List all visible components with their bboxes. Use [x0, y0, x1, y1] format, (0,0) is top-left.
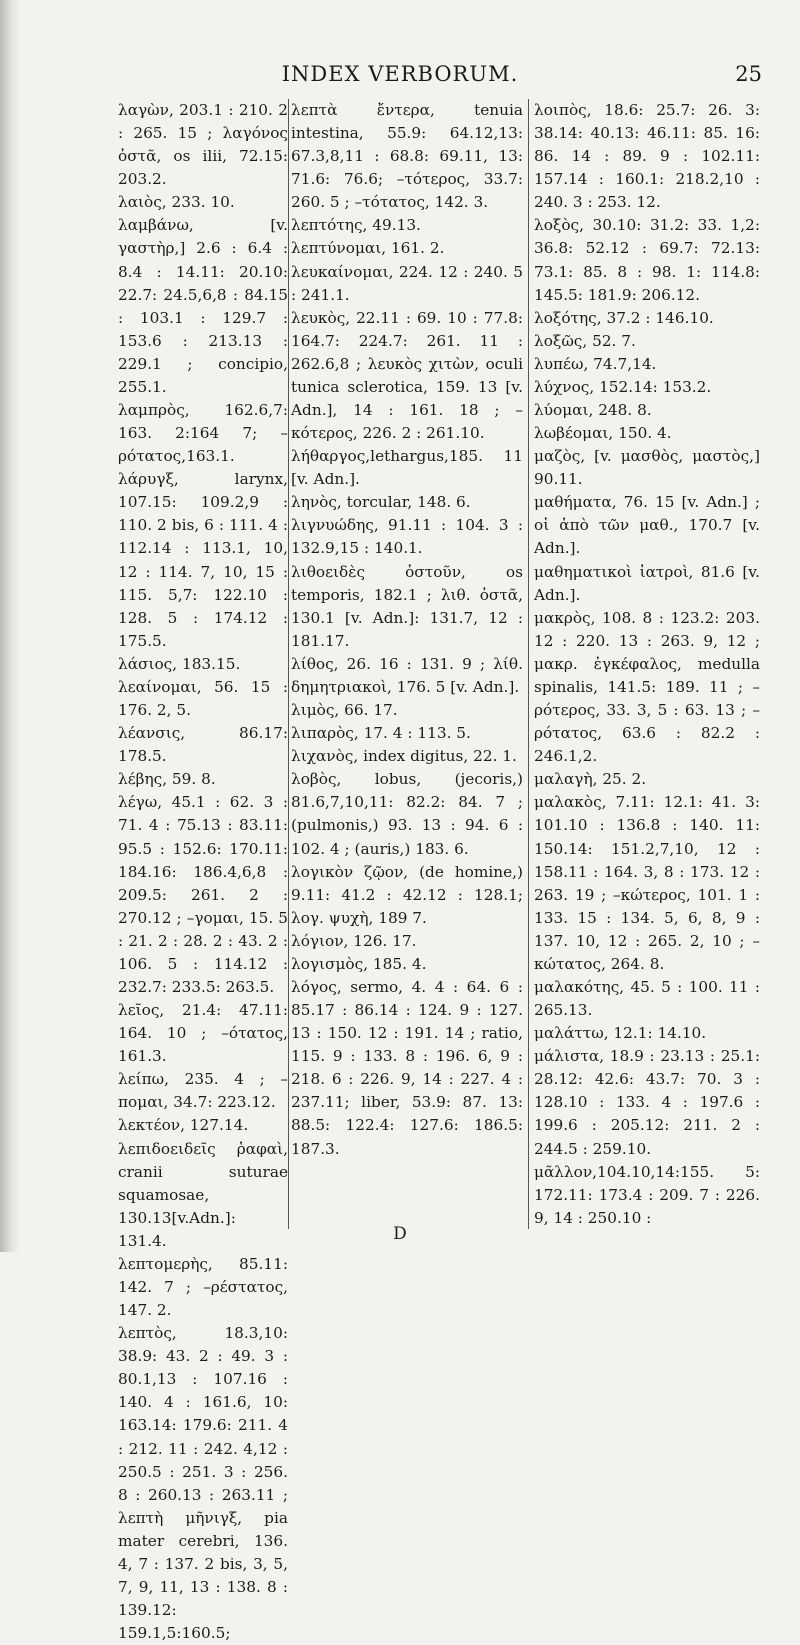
index-entry: λείπω, 235. 4 ; –πομαι, 34.7: 223.12. — [118, 1070, 288, 1112]
index-entry: λιχανὸς, index digitus, 22. 1. — [291, 747, 517, 766]
index-entry: λεπτὸς, 18.3,10: 38.9: 43. 2 : 49. 3 : 80.1,13 : 107.16 : 140. 4 : 161.6, 10: 163.14: 179.6: 211. 4 : 212. 11 : 242. 4,12 : 250.5 : 251. 3 : 256. 8 : 260.13 : 263.11 ; λεπτὴ μῆνιγξ, pia mater cerebri, 136. 4, 7 : 137. 2 bis, 3, 5, 7, 9, 11, 13 : 138. 8 : 139.12: 159.1,5:160.5; — [118, 1324, 288, 1643]
index-entry: μαθηματικοὶ ἰατροὶ, 81.6 [v. Adn.]. — [534, 562, 760, 604]
index-entry: λοβὸς, lobus, (jecoris,) 81.6,7,10,11: 82.2: 84. 7 ; (pulmonis,) 93. 13 : 94. 6 : 102. 4 ; (auris,) 183. 6. — [291, 770, 523, 858]
index-entry: λόγιον, 126. 17. — [291, 931, 417, 950]
index-entry: λεκτέον, 127.14. — [118, 1116, 249, 1135]
index-entry: λύομαι, 248. 8. — [534, 401, 652, 420]
index-entry: λοξῶς, 52. 7. — [534, 331, 636, 350]
index-entry: λάρυγξ, larynx, 107.15: 109.2,9 : 110. 2 bis, 6 : 111. 4 : 112.14 : 113.1, 10, 12 : 114. 7, 10, 15 : 115. 5,7: 122.10 : 128. 5 : 174.12 : 175.5. — [118, 470, 288, 650]
index-entry: λίθος, 26. 16 : 131. 9 ; λίθ. δημητριακοὶ, 176. 5 [v. Adn.]. — [291, 654, 523, 696]
index-entry: λιγνυώδης, 91.11 : 104. 3 : 132.9,15 : 140.1. — [291, 516, 523, 558]
index-entry: λεαίνομαι, 56. 15 : 176. 2, 5. — [118, 677, 288, 720]
index-entry: λαμπρὸς, 162.6,7: 163. 2:164 7; –ρότατος,163.1. — [118, 401, 288, 466]
index-entry: λοιπὸς, 18.6: 25.7: 26. 3: 38.14: 40.13: 46.11: 85. 16: 86. 14 : 89. 9 : 102.11: 157.14 : 160.1: 218.2,10 : 240. 3 : 253. 12. — [534, 101, 760, 212]
index-entry: μᾶλλον,104.10,14:155. 5: 172.11: 173.4 : 209. 7 : 226. 9, 14 : 250.10 : — [534, 1162, 760, 1227]
index-entry: λύχνος, 152.14: 153.2. — [534, 377, 712, 396]
index-entry: μαλακότης, 45. 5 : 100. 11 : 265.13. — [534, 977, 760, 1020]
index-entry: λαιὸς, 233. 10. — [118, 193, 235, 212]
index-entry: λόγος, sermo, 4. 4 : 64. 6 : 85.17 : 86.14 : 124. 9 : 127. 13 : 150. 12 : 191. 14 ; ratio, 115. 9 : 133. 8 : 196. 6, 9 : 218. 6 : 226. 9, 14 : 227. 4 : 237.11; liber, 53.9: 87. 13: 88.5: 122.4: 127.6: 186.5: 187.3. — [291, 977, 523, 1158]
signature-mark: D — [393, 1224, 407, 1244]
index-entry: μάλιστα, 18.9 : 23.13 : 25.1: 28.12: 42.6: 43.7: 70. 3 : 128.10 : 133. 4 : 197.6 : 199.6 : 205.12: 211. 2 : 244.5 : 259.10. — [534, 1047, 760, 1158]
index-entry: λεπτύνομαι, 161. 2. — [291, 239, 445, 258]
index-entry: λήθαργος,lethargus,185. 11 [v. Adn.]. — [291, 447, 523, 489]
index-entry: λιμὸς, 66. 17. — [291, 701, 398, 720]
column-divider — [288, 99, 289, 1229]
index-entry: ληνὸς, torcular, 148. 6. — [291, 493, 471, 512]
index-entry: λεπτὰ ἔντερα, tenuia intestina, 55.9: 64.12,13: 67.3,8,11 : 68.8: 69.11, 13: 71.6: 76.6; –τότερος, 33.7: 260. 5 ; –τότατος, 142. 3. — [291, 101, 523, 212]
index-entry: λευκὸς, 22.11 : 69. 10 : 77.8: 164.7: 224.7: 261. 11 : 262.6,8 ; λευκὸς χιτὼν, oculi tunica sclerotica, 159. 13 [v. Adn.], 14 : 161. 18 ; –κότερος, 226. 2 : 261.10. — [291, 308, 523, 443]
index-entry: λοξότης, 37.2 : 146.10. — [534, 308, 714, 327]
page-header — [0, 62, 800, 92]
index-entry: λιπαρὸς, 17. 4 : 113. 5. — [291, 724, 471, 743]
page-title: INDEX VERBORUM. — [281, 62, 519, 86]
index-entry: λεπτότης, 49.13. — [291, 216, 421, 235]
index-entry: μαλάττω, 12.1: 14.10. — [534, 1024, 707, 1043]
index-entry: λαγὼν, 203.1 : 210. 2 : 265. 15 ; λαγόνος ὀστᾶ, os ilii, 72.15: 203.2. — [118, 101, 288, 189]
index-entry: λογισμὸς, 185. 4. — [291, 954, 427, 973]
index-entry: λιθοειδὲς ὀστοῦν, os temporis, 182.1 ; λιθ. ὀστᾶ, 130.1 [v. Adn.]: 131.7, 12 : 181.17. — [291, 562, 523, 650]
index-entry: λοξὸς, 30.10: 31.2: 33. 1,2: 36.8: 52.12 : 69.7: 72.13: 73.1: 85. 8 : 98. 1: 114.8: 145.5: 181.9: 206.12. — [534, 216, 760, 304]
index-entry: λαμβάνω, [v. γαστὴρ,] 2.6 : 6.4 : 8.4 : 14.11: 20.10: 22.7: 24.5,6,8 : 84.15 : 103.1 : 129.7 : 153.6 : 213.13 : 229.1 ; concipio, 255.1. — [118, 216, 288, 396]
index-entry: λάσιος, 183.15. — [118, 654, 241, 673]
index-entry: λεπιδοειδεῖς ῥαφαὶ, cranii suturae squamosae, 130.13[v.Adn.]: 131.4. — [118, 1139, 288, 1250]
index-entry: λογικὸν ζῷον, (de homine,) 9.11: 41.2 : 42.12 : 128.1; λογ. ψυχὴ, 189 7. — [291, 862, 523, 927]
index-entry: λευκαίνομαι, 224. 12 : 240. 5 : 241.1. — [291, 262, 523, 304]
index-entry: λωβέομαι, 150. 4. — [534, 424, 672, 443]
book-spine-shadow — [0, 0, 20, 1252]
index-entry: λεῖος, 21.4: 47.11: 164. 10 ; –ότατος, 161.3. — [118, 1001, 288, 1066]
index-entry: μαθήματα, 76. 15 [v. Adn.] ; οἱ ἀπὸ τῶν μαθ., 170.7 [v. Adn.]. — [534, 493, 760, 558]
index-column-1 — [118, 99, 288, 1645]
index-entry: μαλαγὴ, 25. 2. — [534, 770, 647, 789]
index-column-2 — [291, 99, 523, 1161]
index-entry: λυπέω, 74.7,14. — [534, 354, 657, 373]
column-divider — [528, 99, 529, 1229]
index-entry: μακρὸς, 108. 8 : 123.2: 203. 12 : 220. 13 : 263. 9, 12 ; μακρ. ἐγκέφαλος, medulla spinalis, 141.5: 189. 11 ; –ρότερος, 33. 3, 5 : 63. 13 ; –ρότατος, 63.6 : 82.2 : 246.1,2. — [534, 608, 760, 766]
index-entry: λέβης, 59. 8. — [118, 770, 216, 789]
index-entry: μαλακὸς, 7.11: 12.1: 41. 3: 101.10 : 136.8 : 140. 11: 150.14: 151.2,7,10, 12 : 158.11 : 164. 3, 8 : 173. 12 : 263. 19 ; –κώτερος, 101. 1 : 133. 15 : 134. 5, 6, 8, 9 : 137. 10, 12 : 265. 2, 10 ; –κώτατος, 264. 8. — [534, 793, 760, 973]
index-entry: λεπτομερὴς, 85.11: 142. 7 ; –ρέστατος, 147. 2. — [118, 1254, 288, 1320]
index-entry: λέανσις, 86.17: 178.5. — [118, 724, 288, 766]
index-column-3 — [534, 99, 760, 1230]
index-entry: μαζὸς, [v. μασθὸς, μαστὸς,] 90.11. — [534, 447, 760, 489]
page-number: 25 — [735, 62, 762, 86]
index-entry: λέγω, 45.1 : 62. 3 : 71. 4 : 75.13 : 83.11: 95.5 : 152.6: 170.11: 184.16: 186.4,6,8 : 209.5: 261. 2 : 270.12 ; –γομαι, 15. 5 : 21. 2 : 28. 2 : 43. 2 : 106. 5 : 114.12 : 232.7: 233.5: 263.5. — [118, 793, 288, 996]
